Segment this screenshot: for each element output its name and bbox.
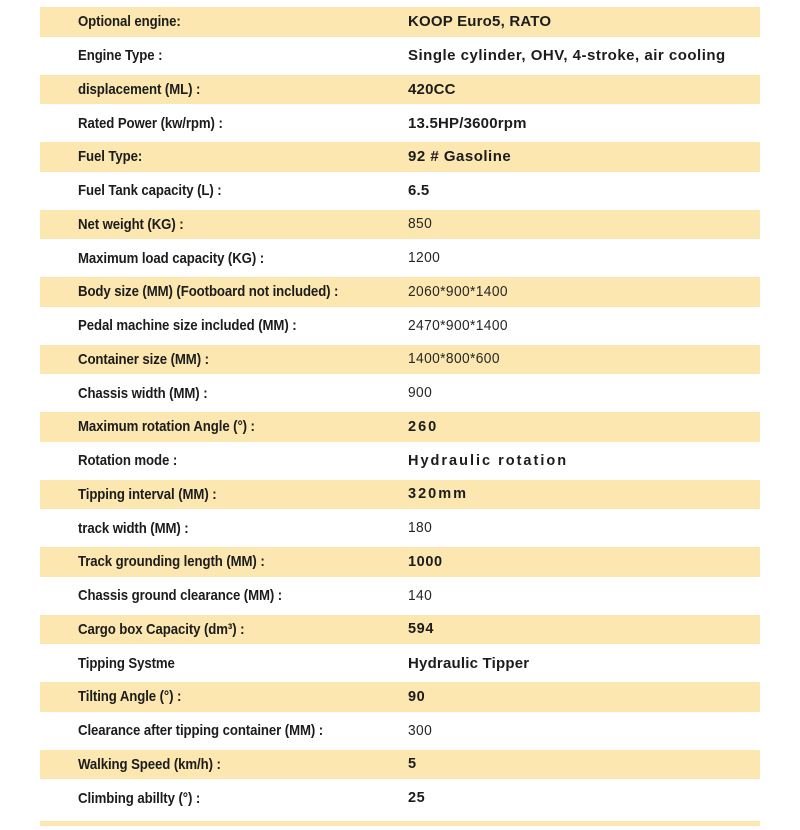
spec-value: 90 [408,688,426,705]
spec-row [40,781,760,815]
spec-value: 300 [408,722,433,739]
spec-label: Track grounding length (MM) : [78,553,265,571]
spec-value: 900 [408,385,433,402]
spec-label: Optional engine: [78,13,181,31]
spec-value: 13.5HP/3600rpm [408,114,527,132]
spec-row [40,646,760,680]
spec-row [40,444,760,478]
spec-row [40,309,760,343]
spec-value: Hydraulic rotation [408,452,569,469]
spec-label: Net weight (KG) : [78,215,184,233]
spec-row [40,140,760,174]
spec-row [40,208,760,242]
spec-label: Walking Speed (km/h) : [78,755,221,773]
spec-row [40,73,760,107]
spec-row [40,545,760,579]
spec-row [40,680,760,714]
spec-row [40,410,760,444]
spec-table [40,5,760,815]
spec-row [40,343,760,377]
spec-row [40,39,760,73]
spec-label: Cargo box Capacity (dm³) : [78,620,245,638]
spec-label: track width (MM) : [78,519,189,537]
spec-row [40,106,760,140]
spec-value: 5 [408,756,417,773]
spec-label: Chassis ground clearance (MM) : [78,587,283,605]
spec-value: 420CC [408,80,456,98]
spec-label: displacement (ML) : [78,80,201,98]
spec-value: 594 [408,621,434,638]
spec-label: Container size (MM) : [78,350,209,368]
spec-row [40,376,760,410]
spec-value: 850 [408,216,433,233]
spec-label: Climbing abillty (°) : [78,789,201,807]
spec-value: Single cylinder, OHV, 4-stroke, air cooling [408,47,726,65]
spec-label: Engine Type : [78,47,163,65]
spec-value: 320mm [408,486,468,503]
spec-row [40,511,760,545]
spec-label: Fuel Tank capacity (L) : [78,182,222,200]
spec-value: 6.5 [408,182,430,200]
spec-value: 2060*900*1400 [408,283,508,300]
spec-label: Body size (MM) (Footboard not included) : [78,283,339,301]
spec-row [40,613,760,647]
spec-value: 1400*800*600 [408,351,500,368]
partial-row-strip [40,821,760,826]
spec-value: 1000 [408,553,443,570]
spec-value: 260 [408,418,439,435]
spec-label: Fuel Type: [78,148,143,166]
spec-value: 140 [408,587,433,604]
spec-label: Pedal machine size included (MM) : [78,317,297,335]
spec-value: KOOP Euro5, RATO [408,13,552,31]
spec-label: Tipping Systme [78,654,175,672]
spec-label: Clearance after tipping container (MM) : [78,722,324,740]
spec-label: Maximum rotation Angle (°) : [78,418,255,436]
spec-label: Tilting Angle (°) : [78,688,182,706]
spec-label: Maximum load capacity (KG) : [78,249,265,267]
spec-row [40,174,760,208]
spec-value: 1200 [408,250,441,267]
spec-row [40,241,760,275]
spec-row [40,714,760,748]
spec-label: Rated Power (kw/rpm) : [78,114,223,132]
spec-row [40,579,760,613]
spec-label: Tipping interval (MM) : [78,485,217,503]
spec-value: 2470*900*1400 [408,317,508,334]
spec-label: Chassis width (MM) : [78,384,208,402]
spec-row [40,748,760,782]
spec-row [40,5,760,39]
spec-row [40,478,760,512]
spec-value: 180 [408,520,433,537]
spec-label: Rotation mode : [78,452,178,470]
spec-row [40,275,760,309]
spec-value: 92 # Gasoline [408,148,512,166]
spec-value: Hydraulic Tipper [408,654,530,672]
spec-value: 25 [408,790,426,807]
